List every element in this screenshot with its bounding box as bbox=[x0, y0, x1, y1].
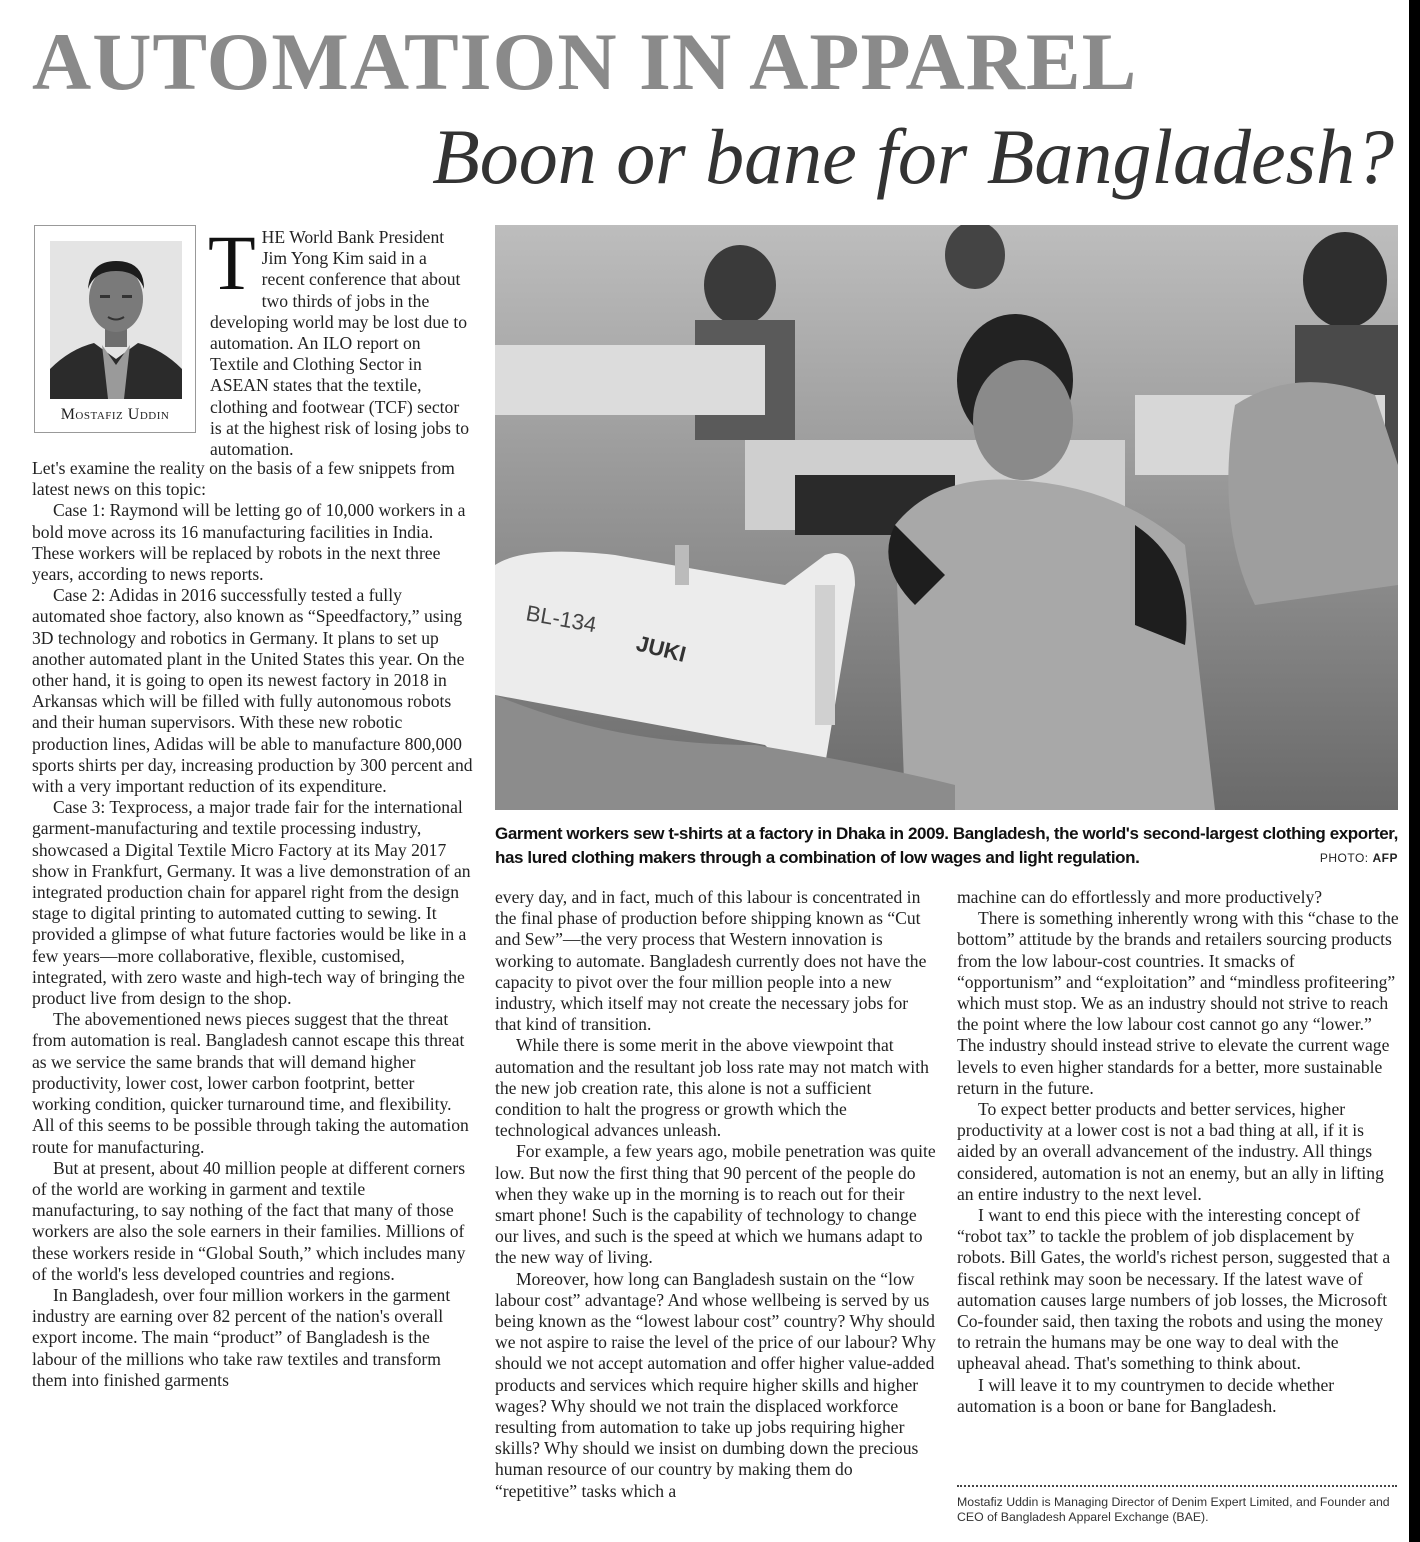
author-portrait-illustration bbox=[50, 241, 182, 399]
machine-tag-label: BL-134 bbox=[524, 600, 599, 638]
author-bio: Mostafiz Uddin is Managing Director of Denim Expert Limited, and Founder and CEO of Bangladesh Apparel Exchange (BAE). bbox=[957, 1495, 1390, 1524]
photo-caption: Garment workers sew t-shirts at a factory in Dhaka in 2009. Bangladesh, the world's second-largest clothing exporter, has lured clothing makers through a combination of low wages and light regulation. bbox=[495, 824, 1398, 867]
article-column-3 bbox=[957, 887, 1399, 1417]
factory-scene-illustration bbox=[495, 225, 1398, 810]
headline: Boon or bane for Bangladesh? bbox=[432, 113, 1394, 200]
lead-paragraph bbox=[208, 219, 470, 460]
garment-factory-photo bbox=[495, 225, 1398, 810]
article-column-2 bbox=[495, 887, 937, 1502]
paragraph: I want to end this piece with the interesting concept of “robot tax” to tackle the problem of job displacement by robots. Bill Gates, the world's richest person, suggested that a fiscal rethink may soon be necessary. If the latest wave of automation causes large numbers of job losses, the Microsoft Co-founder said, then taxing the robots and using the money to retrain the humans may be one way to deal with the upheaval ahead. That's something to think about. bbox=[957, 1205, 1391, 1374]
author-name: Mostafiz Uddin bbox=[60, 406, 170, 423]
paragraph: While there is some merit in the above viewpoint that automation and the resultant job loss rate may not match with the new job creation rate, this alone is not a sufficient condition to halt the progress or growth which the technological advances unleash. bbox=[495, 1035, 929, 1141]
paragraph: machine can do effortlessly and more productively? bbox=[957, 887, 1323, 907]
article-column-1 bbox=[32, 458, 474, 1391]
author-photo-box bbox=[34, 225, 196, 433]
paragraph: Let's examine the reality on the basis of a few snippets from latest news on this topic: bbox=[32, 458, 455, 500]
paragraph: Case 1: Raymond will be letting go of 10,000 workers in a bold move across its 16 manufacturing facilities in India. These workers will be replaced by robots in the next three years, according to news reports. bbox=[32, 500, 466, 585]
photo-credit bbox=[1320, 851, 1398, 865]
paragraph: every day, and in fact, much of this labour is concentrated in the final phase of production before shipping known as “Cut and Sew”—the very process that Western innovation is working to automate. Bangladesh currently does not have the capacity to pivot over the four million people into a new industry, which itself may not create the necessary jobs for that kind of transition. bbox=[495, 887, 927, 1035]
page-edge-rule bbox=[1409, 0, 1420, 1542]
drop-cap: T bbox=[208, 219, 256, 306]
paragraph: Case 3: Texprocess, a major trade fair for the international garment-manufacturing and textile processing industry, showcased a Digital Textile Micro Factory at its May 2017 show in Frankfurt, Germany. It was a live demonstration of an integrated production chain for apparel right from the design stage to digital printing to automated cutting to sewing. It provided a glimpse of what future factories would be like in a few years—more collaborative, flexible, customised, integrated, with zero waste and high-tech way of bringing the product live from design to the shop. bbox=[32, 797, 471, 1009]
bio-divider bbox=[957, 1485, 1397, 1487]
author-portrait bbox=[50, 241, 182, 399]
paragraph: Moreover, how long can Bangladesh sustain on the “low labour cost” advantage? And whose wellbeing is served by us being known as the “lowest labour cost” country? Why should we not aspire to raise the level of the price of our labour? Why should we not accept automation and offer higher value-added products and services which require higher skills and higher wages? Why should we not train the displaced workforce resulting from automation to take up jobs requiring higher skills? Why should we insist on dumbing down the precious human resource of our country by making them do “repetitive” tasks which a bbox=[495, 1268, 936, 1501]
paragraph: The abovementioned news pieces suggest that the threat from automation is real. Bangladesh cannot escape this threat as we service the same brands that will demand higher productivity, lower cost, lower carbon footprint, better working condition, quicker turnaround time, and flexibility. All of this seems to be possible through taking the automation route for manufacturing. bbox=[32, 1009, 469, 1157]
author-byline bbox=[35, 406, 195, 424]
machine-brand-label: JUKI bbox=[633, 630, 689, 667]
paragraph: There is something inherently wrong with this “chase to the bottom” attitude by the brands and retailers sourcing products from the low labour-cost countries. It smacks of “opportunism” and “exploitation” and “mindless profiteering” which must stop. We as an industry should not strive to reach the point where the low labour cost cannot go any “lower.” The industry should instead strive to elevate the current wage levels to even higher standards for a better, more sustainable return in the future. bbox=[957, 908, 1399, 1098]
paragraph: In Bangladesh, over four million workers in the garment industry are earning over 82 percent of the nation's overall export income. The main “product” of Bangladesh is the labour of the millions who take raw textiles and transform them into finished garments bbox=[32, 1284, 451, 1390]
paragraph: To expect better products and better services, higher productivity at a lower cost is not a bad thing at all, if it is aided by an overall advancement of the industry. All things considered, automation is not an enemy, but an ally in lifting an entire industry to the next level. bbox=[957, 1099, 1384, 1204]
lead-text: HE World Bank President Jim Yong Kim said in a recent conference that about two thirds of jobs in the developing world may be lost due to automation. An ILO report on Textile and Clothing Sector in ASEAN states that the textile, clothing and footwear (TCF) sector is at the highest risk of losing jobs to automation. bbox=[210, 227, 470, 460]
paragraph: I will leave it to my countrymen to decide whether automation is a boon or bane for Bangladesh. bbox=[957, 1374, 1335, 1416]
photo-credit-label: PHOTO: bbox=[1319, 851, 1369, 865]
photo-credit-source: AFP bbox=[1372, 851, 1398, 865]
paragraph: Case 2: Adidas in 2016 successfully tested a fully automated shoe factory, also known as “Speedfactory,” using 3D technology and robotics in Germany. It plans to set up another automated plant in the United States this year. On the other hand, it is going to open its newest factory in 2018 in Arkansas which will be filled with fully autonomous robots and their human supervisors. With these new robotic production lines, Adidas will be able to manufacture 800,000 sports shirts per day, increasing production by 300 percent and with a very important reduction of its expenditure. bbox=[32, 585, 473, 797]
paragraph: But at present, about 40 million people at different corners of the world are working in garment and textile manufacturing, to say nothing of the fact that many of those workers are also the sole earners in their families. Millions of these workers reside in “Global South,” which includes many of the world's less developed countries and regions. bbox=[32, 1157, 466, 1284]
kicker-title: AUTOMATION IN APPAREL bbox=[32, 16, 1138, 107]
paragraph: For example, a few years ago, mobile penetration was quite low. But now the first thing that 90 percent of the people do when they wake up in the morning is to reach out for their smart phone! Such is the capability of technology to change our lives, and such is the speed at which we humans adapt to the new way of living. bbox=[495, 1141, 936, 1268]
